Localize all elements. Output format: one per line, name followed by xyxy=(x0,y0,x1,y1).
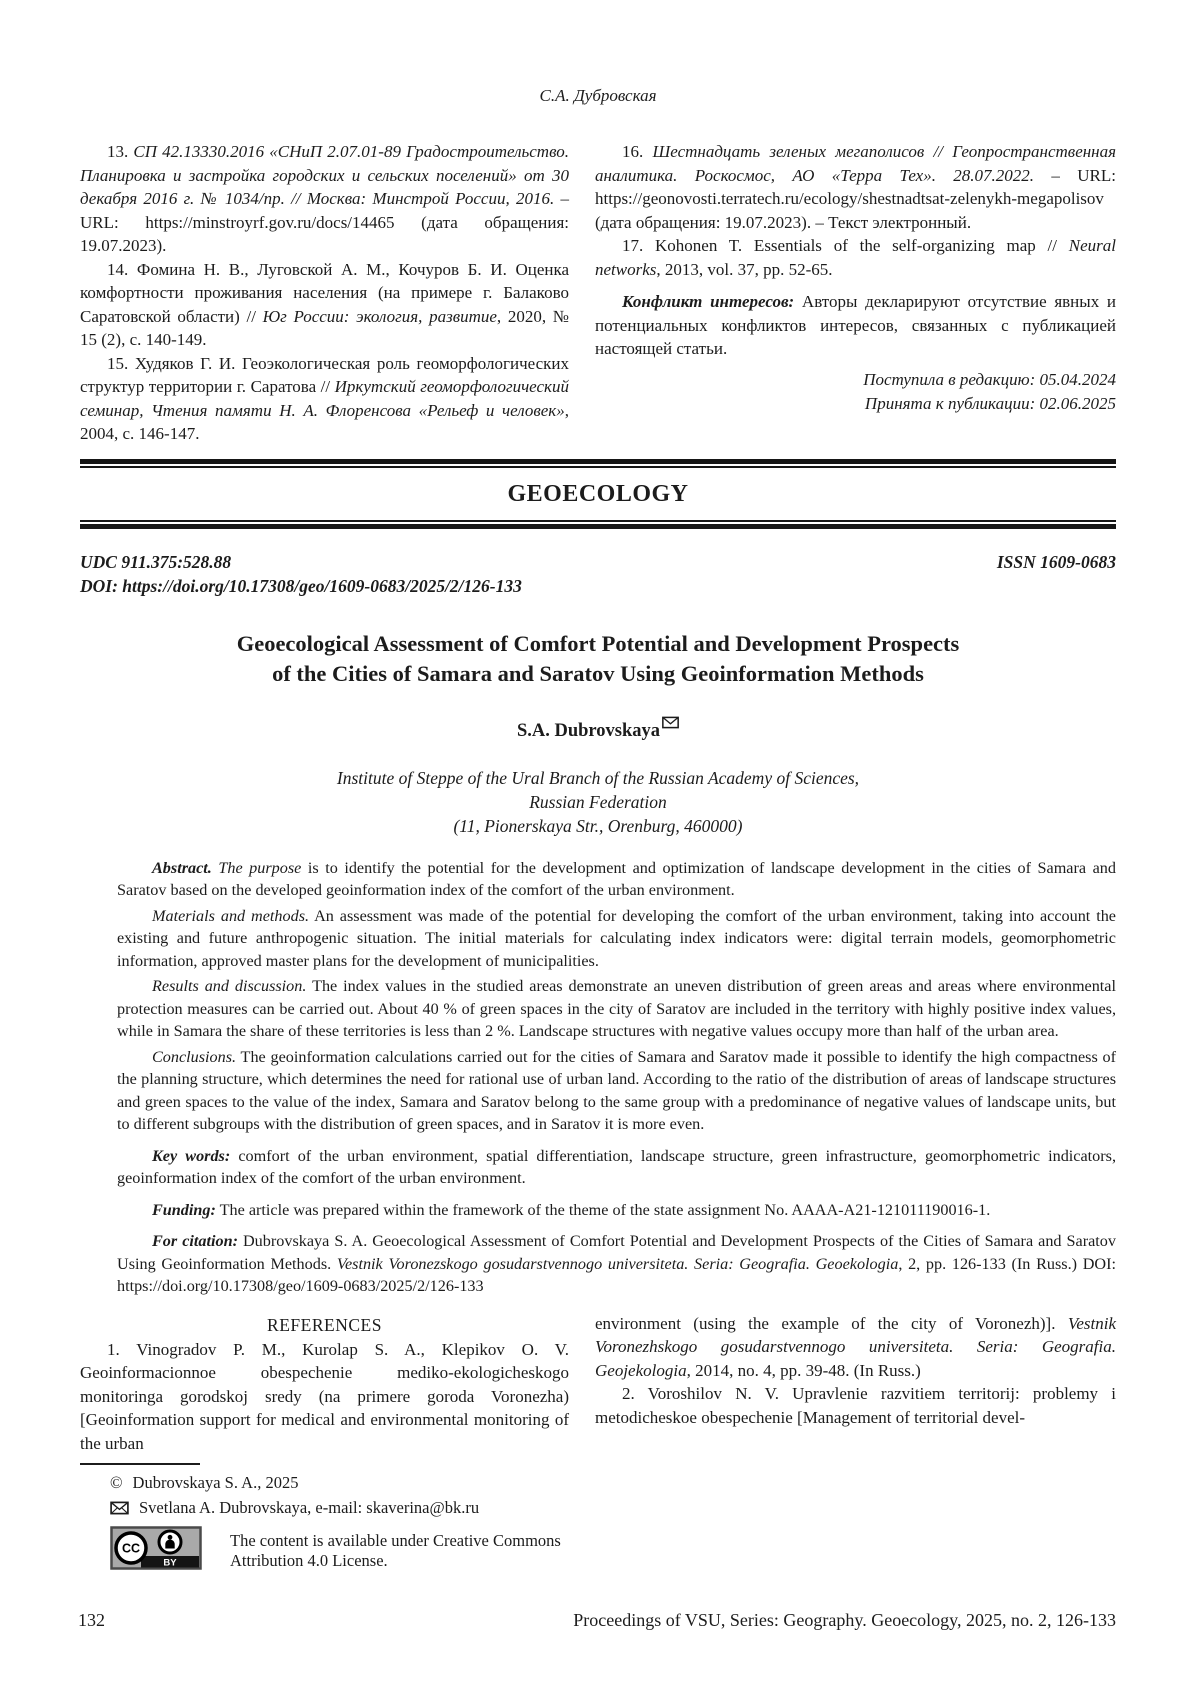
reference-tail: , 2014, no. 4, pp. 39-48. (In Russ.) xyxy=(686,1360,921,1380)
cc-by-label: BY xyxy=(163,1557,177,1569)
author-name: S.A. Dubrovskaya xyxy=(516,720,661,741)
citation-text: Dubrovskaya S. A. Geoecological Assessment of Comfort Potential and Development Prospects of the Cities of Samara and Saratov Using Geoinformation Methods. xyxy=(117,1232,1116,1273)
reference-source: Шестнадцать зеленых мегаполисов // Геопространственная аналитика. Роскосмос, АО «Терра Тех». 28.07.2022. xyxy=(595,142,1117,185)
reference-source: Иркутский геоморфологический семинар, Чтения памяти Н. А. Флоренсова «Рельеф и человек» xyxy=(80,377,569,420)
affiliation-line1: Institute of Steppe of the Ural Branch of the Russian Academy of Sciences, xyxy=(336,767,860,788)
russian-references-section xyxy=(80,140,1116,446)
reference-number: 17. xyxy=(622,236,656,255)
conflict-label: Конфликт интересов: xyxy=(622,292,795,311)
running-head: С.А. Дубровская xyxy=(539,86,657,105)
citation-journal: Vestnik Voronezskogo gosudarstvennogo universiteta. Seria: Geografia. Geoekologia xyxy=(336,1254,899,1273)
page-number: 132 xyxy=(78,1610,105,1630)
conflict-of-interest xyxy=(595,290,1116,361)
reference-item-17 xyxy=(595,234,1116,281)
abstract-label: Abstract. xyxy=(152,858,212,877)
corresponding-author-line xyxy=(80,1497,569,1519)
meta-row xyxy=(80,550,1116,574)
reference-tail: – URL: https://minstroyrf.gov.ru/docs/14465 (дата обращения: 19.07.2023). xyxy=(80,189,569,255)
affiliation xyxy=(80,766,1116,838)
reference-number: 1. xyxy=(107,1339,137,1359)
affiliation-line3: (11, Pionerskaya Str., Orenburg, 460000) xyxy=(453,815,743,836)
reference-tail: , 2004, с. 146-147. xyxy=(80,400,569,443)
reference-item-13 xyxy=(80,140,569,258)
funding-text: The article was prepared within the framework of the theme of the state assignment No. AAAA-A21-121011190016-1. xyxy=(215,1200,991,1219)
copyright-symbol: © xyxy=(110,1473,123,1493)
references-en-right-column xyxy=(595,1312,1116,1576)
abstract-purpose-label: The purpose xyxy=(211,858,302,877)
abstract-conclusions-text: The geoinformation calculations carried out for the cities of Samara and Saratov made it possible to identify the high compactness of the planning structure, which determines the need for rational use of urban land. According to the ratio of the distribution of areas of landscape structures and green spaces to the value of the index, Samara and Saratov belong to the same group with a predominance of negative values of landscape units, but to different subgroups with the distribution of green spaces, and in Saratov it is more even. xyxy=(117,1047,1116,1134)
reference-en-item-1-continued xyxy=(595,1312,1116,1383)
footer-journal-line: Proceedings of VSU, Series: Geography. Geoecology, 2025, no. 2, 126-133 xyxy=(573,1610,1116,1630)
reference-authors: Худяков Г. И. Геоэкологическая роль геоморфологических структур территории г. Саратова // xyxy=(80,353,569,396)
reference-authors: Kohonen T. Essentials of the self-organizing map // xyxy=(655,236,1069,255)
copyright-line xyxy=(80,1472,569,1494)
license-text: The content is available under Creative Commons Attribution 4.0 License. xyxy=(230,1530,561,1570)
references-en-section xyxy=(80,1312,1116,1576)
reference-en-item-1 xyxy=(80,1338,569,1456)
article-title xyxy=(80,629,1116,689)
abstract-results-text: The index values in the studied areas demonstrate an uneven distribution of green areas and areas where environmental protection measures can be carried out. About 40 % of green spaces in the city of Saratov are included in the territory with highly positive index values, while in Samara the share of these territories is less than 2 %. Landscape structures with negative values occupy more than half of the urban area. xyxy=(117,977,1116,1041)
keywords-label: Key words: xyxy=(152,1146,231,1165)
issn-code: ISSN 1609-0683 xyxy=(996,551,1116,572)
reference-text: Vinogradov P. M., Kurolap S. A., Klepikov O. V. Geoinformacionnoe obespechenie mediko-ekologicheskogo monitoringa gorodskoj sredy (na primere goroda Voronezha) [Geoinformation support for medical and environmental monitoring of the urban xyxy=(80,1339,569,1453)
abstract-purpose xyxy=(117,857,1116,902)
cc-letters: CC xyxy=(121,1541,141,1556)
footnote-block xyxy=(80,1463,569,1575)
doi-line: DOI: https://doi.org/10.17308/geo/1609-0683/2025/2/126-133 xyxy=(80,575,522,596)
references-left-column xyxy=(80,140,569,446)
reference-text: environment (using the example of the city of Voronezh)]. xyxy=(595,1313,1068,1333)
reference-number: 13. xyxy=(107,142,134,161)
accepted-date: Принята к публикации: 02.06.2025 xyxy=(864,393,1116,413)
footnote-divider xyxy=(80,1463,200,1465)
reference-number: 16. xyxy=(622,142,653,161)
author-line xyxy=(80,716,1116,743)
citation-label: For citation: xyxy=(152,1232,238,1251)
references-en-left-column xyxy=(80,1312,569,1576)
abstract-results xyxy=(117,975,1116,1043)
page-content xyxy=(80,86,1116,1575)
affiliation-line2: Russian Federation xyxy=(529,791,667,812)
reference-source: Neural networks xyxy=(595,236,1116,279)
reference-item-16 xyxy=(595,140,1116,234)
funding xyxy=(117,1199,1116,1222)
conflict-text: Авторы декларируют отсутствие явных и потенциальных конфликтов интересов, связанных с публикацией настоящей статьи. xyxy=(595,292,1117,358)
reference-item-14 xyxy=(80,258,569,352)
abstract-conclusions xyxy=(117,1046,1116,1136)
reference-authors: Фомина Н. В., Луговской А. М., Кочуров Б. И. Оценка комфортности проживания населения (на примере г. Балаково Саратовской области) // xyxy=(80,259,570,326)
page-footer xyxy=(78,1608,1116,1632)
abstract-methods-text: An assessment was made of the potential for developing the comfort of the urban environment, taking into account the existing and future anthropogenic situation. The initial materials for calculating index indicators were: digital terrain models, geomorphometric information, approved master plans for the development of municipalities. xyxy=(117,906,1116,970)
article-title-line1: Geoecological Assessment of Comfort Potential and Development Prospects xyxy=(236,630,960,656)
section-banner xyxy=(80,459,1116,529)
corresponding-author-email: Svetlana A. Dubrovskaya, e-mail: skaverina@bk.ru xyxy=(139,1498,480,1518)
abstract-block xyxy=(117,857,1116,1298)
received-date: Поступила в редакцию: 05.04.2024 xyxy=(863,369,1116,389)
reference-en-item-2 xyxy=(595,1382,1116,1429)
udc-code: UDC 911.375:528.88 xyxy=(80,551,232,572)
cc-by-badge xyxy=(110,1526,202,1575)
license-line xyxy=(80,1526,569,1575)
person-icon xyxy=(159,1531,181,1553)
reference-tail: , 2013, vol. 37, pp. 52-65. xyxy=(656,259,833,279)
reference-tail: , 2020, № 15 (2), с. 140-149. xyxy=(80,306,569,349)
reference-tail: – URL: https://geonovosti.terratech.ru/ecology/shestnadtsat-zelenykh-megapolisov (дата обращения: 19.07.2023). – Текст электронный. xyxy=(595,165,1116,232)
citation-tail: , 2, pp. 126-133 (In Russ.) DOI: https://doi.org/10.17308/geo/1609-0683/2025/2/126-133 xyxy=(117,1254,1116,1296)
for-citation xyxy=(117,1230,1116,1298)
keywords-text: comfort of the urban environment, spatial differentiation, landscape structure, green infrastructure, geomorphometric indicators, geoinformation index of the comfort of the urban environment. xyxy=(117,1146,1116,1188)
reference-source: СП 42.13330.2016 «СНиП 2.07.01-89 Градостроительство. Планировка и застройка городских и сельских поселений» от 30 декабря 2016 г. № 1034/пр. // Москва: Минстрой России, 2016. xyxy=(80,142,569,208)
section-title: GEOECOLOGY xyxy=(507,480,689,507)
abstract-results-label: Results and discussion. xyxy=(152,977,307,996)
copyright-text: Dubrovskaya S. A., 2025 xyxy=(132,1473,299,1493)
references-heading: REFERENCES xyxy=(267,1314,382,1335)
reference-item-15 xyxy=(80,352,569,446)
submission-dates xyxy=(595,368,1116,416)
reference-number: 14. xyxy=(107,259,137,279)
abstract-purpose-text: is to identify the potential for the development and optimization of landscape development in the cities of Samara and Saratov based on the developed geoinformation index of the comfort of the urban environment. xyxy=(117,858,1116,900)
references-right-column xyxy=(595,140,1116,446)
reference-journal: Vestnik Voronezhskogo gosudarstvennogo universiteta. Seria: Geografia. Geojekologia xyxy=(595,1313,1116,1380)
reference-number: 15. xyxy=(107,353,135,373)
abstract-conclusions-label: Conclusions. xyxy=(152,1047,237,1066)
abstract-methods-label: Materials and methods. xyxy=(152,906,310,925)
reference-source: Юг России: экология, развитие xyxy=(262,306,497,326)
article-title-line2: of the Cities of Samara and Saratov Using Geoinformation Methods xyxy=(272,660,924,686)
reference-number: 2. xyxy=(622,1384,648,1404)
reference-text: Voroshilov N. V. Upravlenie razvitiem territorij: problemy i metodicheskoe obespechenie [Management of territorial devel- xyxy=(595,1384,1116,1427)
keywords xyxy=(117,1145,1116,1190)
funding-label: Funding: xyxy=(152,1200,216,1219)
abstract-methods xyxy=(117,905,1116,973)
envelope-icon xyxy=(110,1501,129,1515)
envelope-icon xyxy=(662,716,679,729)
rule-thick-bottom xyxy=(80,524,1116,529)
